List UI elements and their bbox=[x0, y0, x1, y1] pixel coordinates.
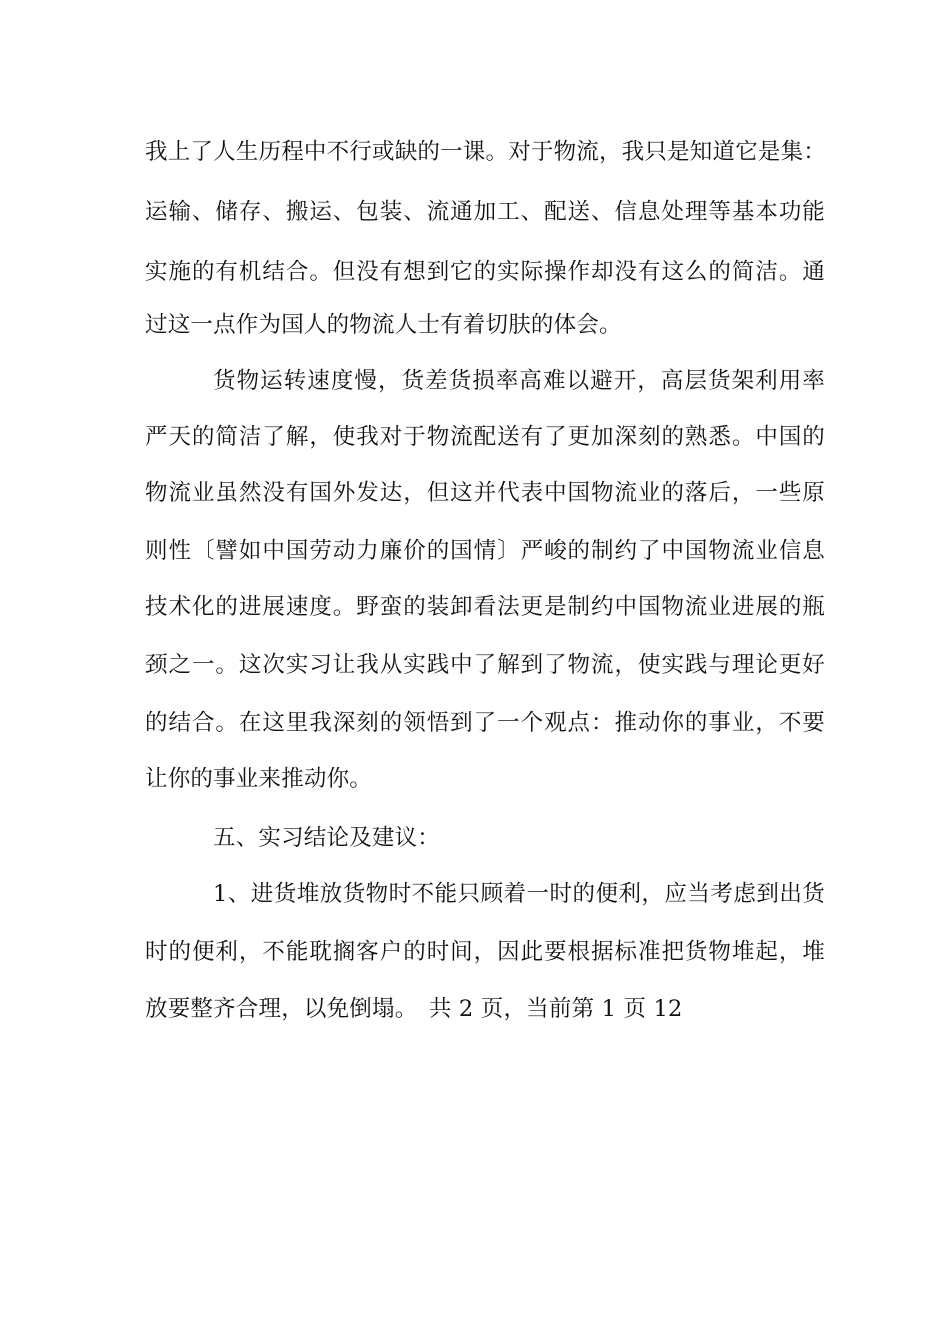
paragraph-line: 的结合。在这里我深刻的领悟到了一个观点：推动你的事业，不要 bbox=[145, 710, 825, 736]
paragraph-line: 技术化的进展速度。野蛮的装卸看法更是制约中国物流业进展的瓶 bbox=[145, 594, 825, 620]
paragraph-line: 货物运转速度慢，货差货损率高难以避开，高层货架利用率 bbox=[213, 368, 825, 394]
paragraph-line: 我上了人生历程中不行或缺的一课。对于物流，我只是知道它是集： bbox=[145, 139, 827, 165]
paragraph-line: 让你的事业来推动你。 bbox=[145, 766, 373, 792]
paragraph-line: 物流业虽然没有国外发达，但这并代表中国物流业的落后，一些原 bbox=[145, 480, 825, 506]
paragraph-line: 运输、储存、搬运、包装、流通加工、配送、信息处理等基本功能 bbox=[145, 199, 825, 225]
paragraph-line: 颈之一。这次实习让我从实践中了解到了物流，使实践与理论更好 bbox=[145, 652, 825, 678]
paragraph-line: 过这一点作为国人的物流人士有着切肤的体会。 bbox=[145, 312, 622, 338]
paragraph-line: 实施的有机结合。但没有想到它的实际操作却没有这么的简洁。通 bbox=[145, 259, 825, 285]
section-heading: 五、实习结论及建议： bbox=[213, 825, 441, 851]
paragraph-line: 则性〔譬如中国劳动力廉价的国情〕严峻的制约了中国物流业信息 bbox=[145, 538, 825, 564]
paragraph-line: 严天的简洁了解，使我对于物流配送有了更加深刻的熟悉。中国的 bbox=[145, 424, 825, 450]
list-item-line: 放要整齐合理，以免倒塌。 共 2 页，当前第 1 页 12 bbox=[145, 996, 683, 1022]
list-item-line: 1、进货堆放货物时不能只顾着一时的便利，应当考虑到出货 bbox=[213, 881, 825, 907]
list-item-line: 时的便利，不能耽搁客户的时间，因此要根据标准把货物堆起，堆 bbox=[145, 939, 825, 965]
